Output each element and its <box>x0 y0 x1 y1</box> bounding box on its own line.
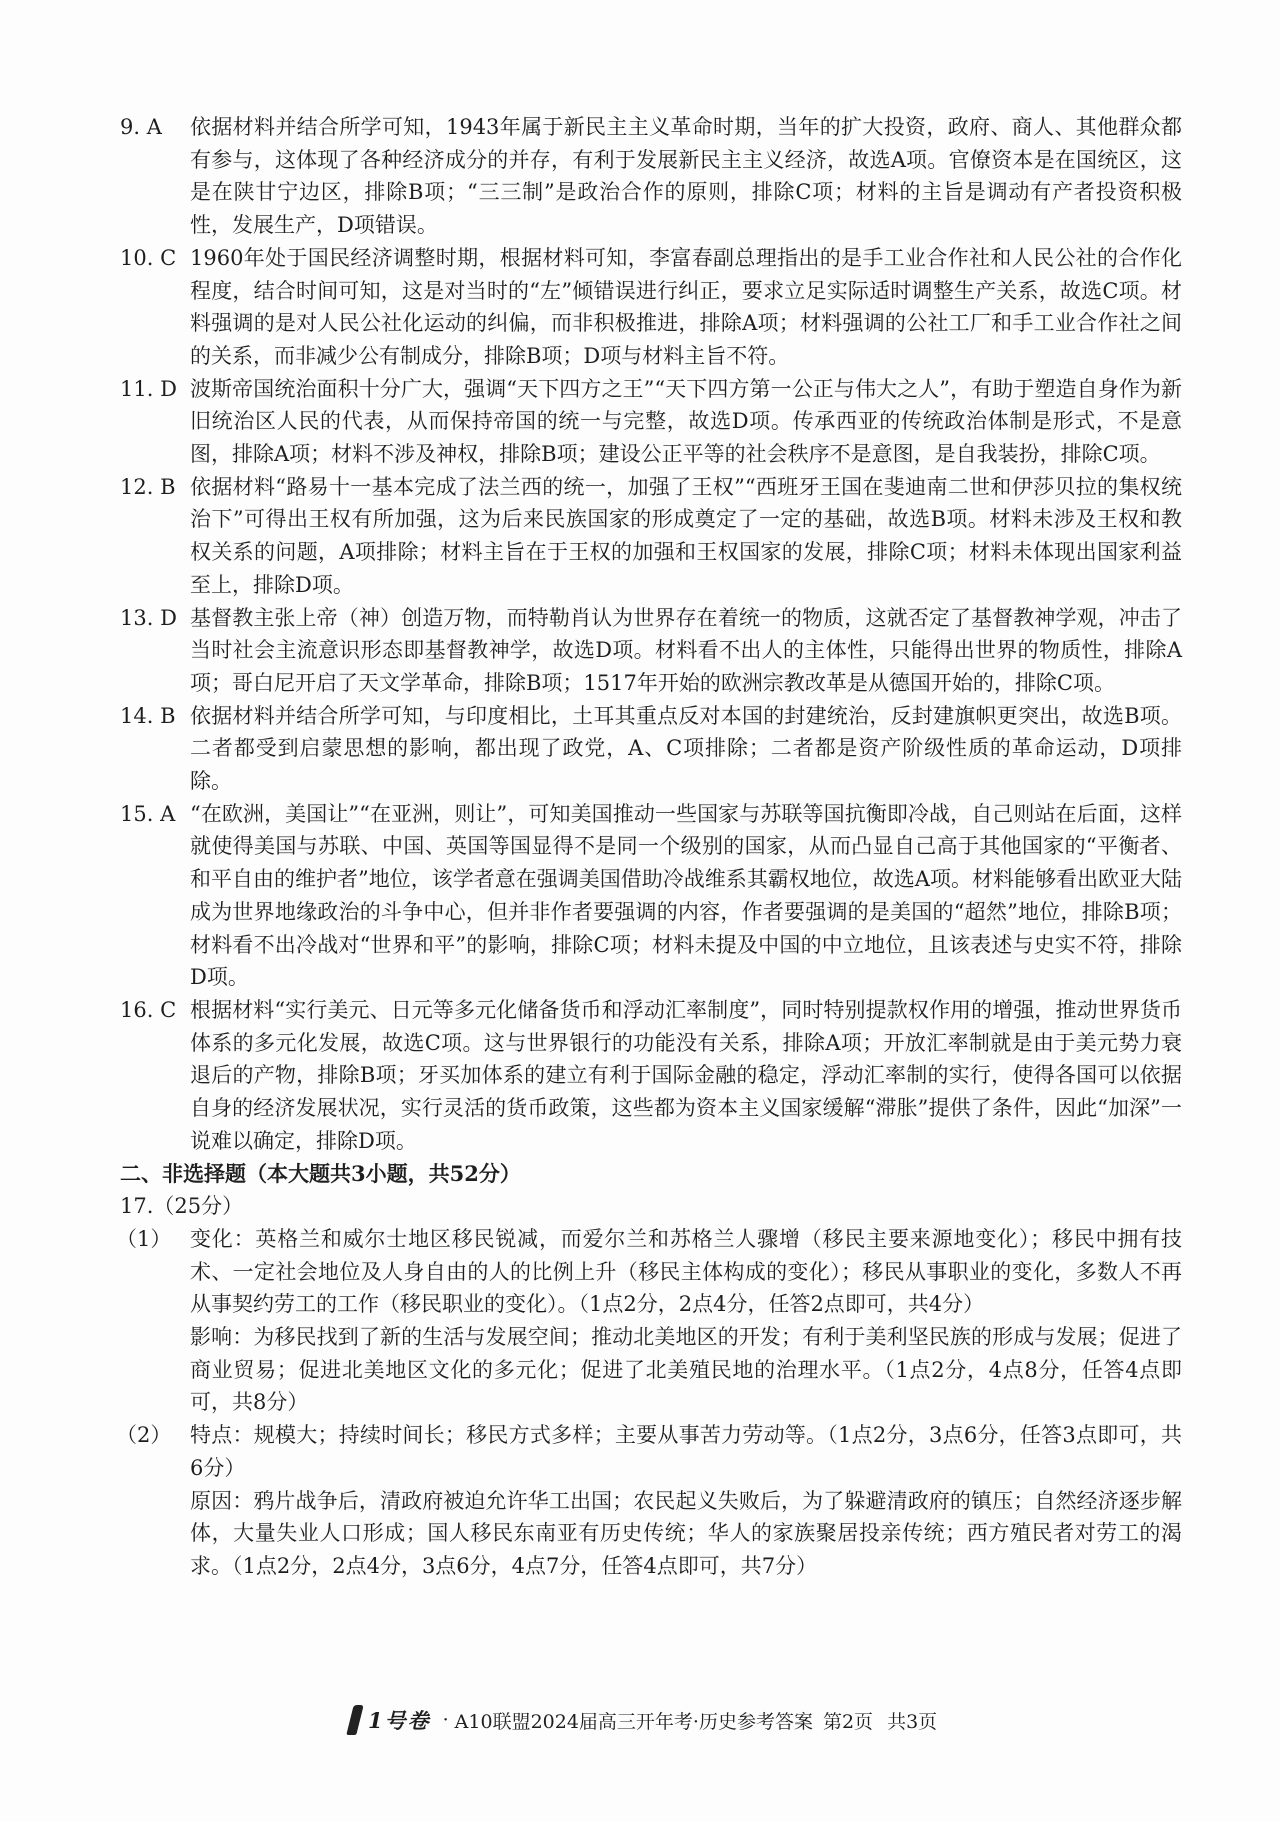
answer-item-12 <box>120 471 1182 602</box>
question-number: 16. C <box>120 997 177 1022</box>
question-17-heading: 17.（25分） <box>120 1194 244 1219</box>
answer-item-16 <box>120 994 1182 1158</box>
answer-explanation: 基督教主张上帝（神）创造万物，而特勒肖认为世界存在着统一的物质，这就否定了基督教神学观，冲击了当时社会主流意识形态即基督教神学，故选D项。材料看不出人的主体性，只能得出世界的物质性，排除A项；哥白尼开启了天文学革命，排除B项；1517年开始的欧洲宗教改革是从德国开始的，排除C项。 <box>190 605 1182 695</box>
question-number: 9. A <box>120 115 162 139</box>
brand-logo <box>350 1705 431 1735</box>
question-17-part-1 <box>116 1223 1182 1419</box>
section-heading: 二、非选择题（本大题共3小题，共52分） <box>120 1160 521 1186</box>
answer-item-15 <box>120 798 1182 994</box>
brand-mark-icon <box>346 1705 363 1735</box>
answer-item-13 <box>120 602 1182 700</box>
answer-content <box>116 111 1182 1583</box>
part-paragraph: 特点：规模大；持续时间长；移民方式多样；主要从事苦力劳动等。（1点2分，3点6分，任答3点即可，共6分） <box>190 1423 1182 1480</box>
answer-explanation: 依据材料并结合所学可知，1943年属于新民主主义革命时期，当年的扩大投资，政府、商人、其他群众都有参与，这体现了各种经济成分的并存，有利于发展新民主主义经济，故选A项。官僚资本是在国统区，这是在陕甘宁边区，排除B项；“三三制”是政治合作的原则，排除C项；材料的主旨是调动有产者投资积极性，发展生产，D项错误。 <box>190 115 1182 238</box>
page-total: 共3页 <box>887 1710 938 1733</box>
question-number: 10. C <box>120 245 177 270</box>
part-paragraph: 影响：为移民找到了新的生活与发展空间；推动北美地区的开发；有利于美利坚民族的形成与发展；促进了商业贸易；促进北美地区文化的多元化；促进了北美殖民地的治理水平。（1点2分，4点8分，任答4点即可，共8分） <box>190 1325 1182 1415</box>
part-paragraph: 原因：鸦片战争后，清政府被迫允许华工出国；农民起义失败后，为了躲避清政府的镇压；自然经济逐步解体，大量失业人口形成；国人移民东南亚有历史传统；华人的家族聚居投亲传统；西方殖民者对劳工的渴求。（1点2分，2点4分，3点6分，4点7分，任答4点即可，共7分） <box>190 1488 1182 1578</box>
exam-title: A10联盟2024届高三开年考·历史参考答案 <box>454 1710 813 1733</box>
answer-explanation: 依据材料“路易十一基本完成了法兰西的统一，加强了王权”“西班牙王国在斐迪南二世和伊莎贝拉的集权统治下”可得出王权有所加强，这为后来民族国家的形成奠定了一定的基础，故选B项。材料未涉及王权和教权关系的问题，A项排除；材料主旨在于王权的加强和王权国家的发展，排除C项；材料未体现出国家利益至上，排除D项。 <box>190 474 1182 597</box>
question-number: 14. B <box>120 703 176 728</box>
question-17-part-2 <box>116 1419 1182 1583</box>
answer-explanation: 1960年处于国民经济调整时期，根据材料可知，李富春副总理指出的是手工业合作社和人民公社的合作化程度，结合时间可知，这是对当时的“左”倾错误进行纠正，要求立足实际适时调整生产关系，故选C项。材料强调的是对人民公社化运动的纠偏，而非积极推进，排除A项；材料强调的公社工厂和手工业合作社之间的关系，而非减少公有制成分，排除B项；D项与材料主旨不符。 <box>190 245 1182 368</box>
question-number: 12. B <box>120 474 176 499</box>
answer-item-11 <box>120 373 1182 471</box>
part-paragraph: 变化：英格兰和威尔士地区移民锐减，而爱尔兰和苏格兰人骤增（移民主要来源地变化）；移民中拥有技术、一定社会地位及人身自由的人的比例上升（移民主体构成的变化）；移民从事职业的变化，多数人不再从事契约劳工的工作（移民职业的变化）。（1点2分，2点4分，任答2点即可，共4分） <box>190 1226 1182 1317</box>
answer-explanation: 依据材料并结合所学可知，与印度相比，土耳其重点反对本国的封建统治，反封建旗帜更突出，故选B项。二者都受到启蒙思想的影响，都出现了政党，A、C项排除；二者都是资产阶级性质的革命运动，D项排除。 <box>190 703 1182 794</box>
answer-item-10 <box>120 242 1182 373</box>
answer-item-9 <box>120 111 1182 242</box>
question-number: 15. A <box>120 801 176 826</box>
part-number: （1） <box>116 1226 172 1251</box>
part-number: （2） <box>116 1423 172 1448</box>
answer-explanation: 波斯帝国统治面积十分广大，强调“天下四方之王”“天下四方第一公正与伟大之人”，有助于塑造自身作为新旧统治区人民的代表，从而保持帝国的统一与完整，故选D项。传承西亚的传统政治体制是形式，不是意图，排除A项；材料不涉及神权，排除B项；建设公正平等的社会秩序不是意图，是自我装扮，排除C项。 <box>190 376 1182 467</box>
question-number: 13. D <box>120 605 177 630</box>
brand-logo-text: 1号卷 <box>368 1708 431 1733</box>
answer-explanation: 根据材料“实行美元、日元等多元化储备货币和浮动汇率制度”，同时特别提款权作用的增强，推动世界货币体系的多元化发展，故选C项。这与世界银行的功能没有关系，排除A项；开放汇率制就是由于美元势力衰退后的产物，排除B项；牙买加体系的建立有利于国际金融的稳定，浮动汇率制的实行，使得各国可以依据自身的经济发展状况，实行灵活的货币政策，这些都为资本主义国家缓解“滞胀”提供了条件，因此“加深”一说难以确定，排除D项。 <box>190 997 1182 1153</box>
page-footer <box>350 1700 937 1740</box>
footer-separator: · <box>442 1709 449 1731</box>
answer-explanation: “在欧洲，美国让”“在亚洲，则让”，可知美国推动一些国家与苏联等国抗衡即冷战，自己则站在后面，这样就使得美国与苏联、中国、英国等国显得不是同一个级别的国家，从而凸显自己高于其他国家的“平衡者、和平自由的维护者”地位，该学者意在强调美国借助冷战维系其霸权地位，故选A项。材料能够看出欧亚大陆成为世界地缘政治的斗争中心，但并非作者要强调的内容，作者要强调的是美国的“超然”地位，排除B项；材料看不出冷战对“世界和平”的影响，排除C项；材料未提及中国的中立地位，且该表述与史实不符，排除D项。 <box>190 801 1182 990</box>
answer-item-14 <box>120 700 1182 798</box>
question-number: 11. D <box>120 376 177 401</box>
page-number: 第2页 <box>822 1710 874 1733</box>
